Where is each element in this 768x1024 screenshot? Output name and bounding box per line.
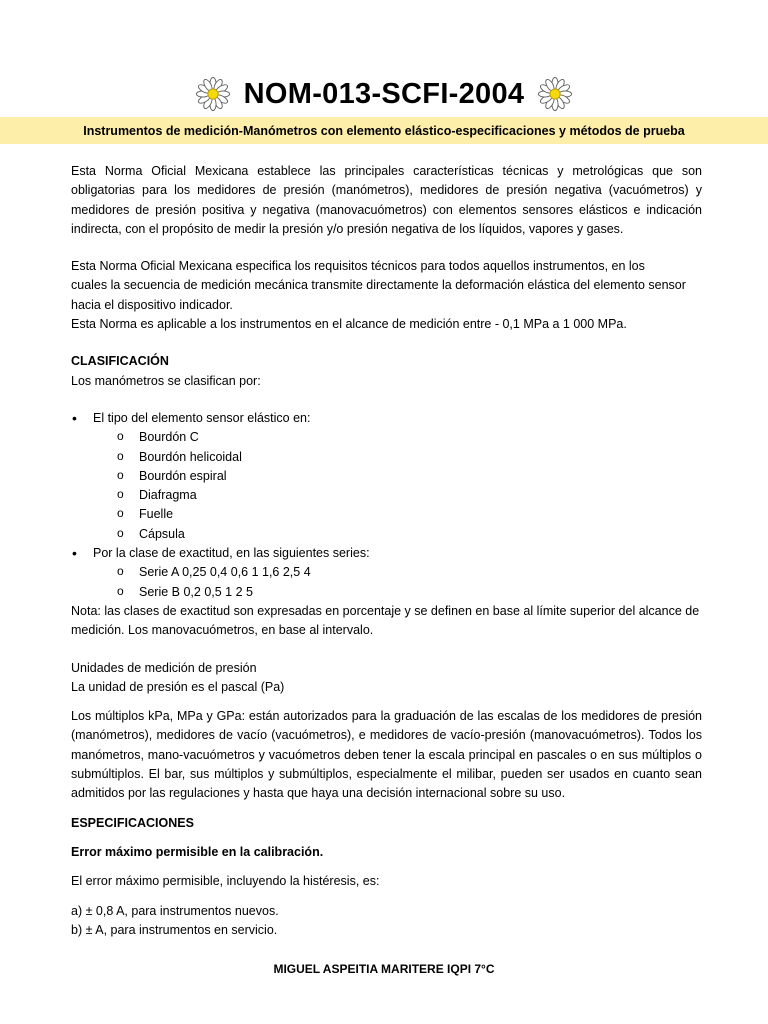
document-body <box>71 162 702 940</box>
intro-paragraph-3: Esta Norma es aplicable a los instrumentos en el alcance de medición entre - 0,1 MPa a 1 000 MPa. <box>71 317 627 332</box>
list-item: o Diafragma <box>93 486 702 505</box>
unidades-line: La unidad de presión es el pascal (Pa) <box>71 679 285 694</box>
especificaciones-item-b: b) ± A, para instrumentos en servicio. <box>71 922 278 937</box>
list-item <box>71 544 702 602</box>
accuracy-series-list <box>93 563 702 602</box>
intro-paragraph-2-line-1: Esta Norma Oficial Mexicana especifica los requisitos técnicos para todos aquellos instrumentos, en los <box>71 259 645 274</box>
sensor-types-list <box>93 428 702 544</box>
section-heading-unidades: Unidades de medición de presión <box>71 660 257 675</box>
subtitle-band <box>0 117 768 144</box>
daisy-icon <box>196 77 230 111</box>
footer-author: MIGUEL ASPEITIA MARITERE IQPI 7°C <box>273 962 495 976</box>
list-item: o Bourdón espiral <box>93 467 702 486</box>
intro-paragraph-2-line-2: cuales la secuencia de medición mecánica transmite directamente la deformación elástica del elemento sensor <box>71 278 686 293</box>
subtitle: Instrumentos de medición-Manómetros con elemento elástico-especificaciones y métodos de prueba <box>83 123 685 138</box>
list-item: o Serie A 0,25 0,4 0,6 1 1,6 2,5 4 <box>93 563 702 582</box>
unidades-paragraph: Los múltiplos kPa, MPa y GPa: están autorizados para la graduación de las escalas de los medidores de presión (manómetros), medidores de vacío (vacuómetros), e medidores de vacío-presión (manovacuómetros). Todos los manómetros, mano-vacuómetros y vacuómetros deben tener la escala principal en pascales o en sus múltiplos o submúltiplos. El bar, sus múltiplos y submúltiplos, especialmente el milibar, pueden ser usados en cuanto sean admitidos por las regulaciones y hasta que haya una decisión internacional sobre su uso. <box>71 709 702 801</box>
section-heading-clasificacion: CLASIFICACIÓN <box>71 354 169 369</box>
list-item: o Cápsula <box>93 525 702 544</box>
list-item <box>71 409 702 544</box>
intro-paragraph-2-line-3: hacia el dispositivo indicador. <box>71 297 233 312</box>
list-item: o Bourdón C <box>93 428 702 447</box>
especificaciones-lead: El error máximo permisible, incluyendo la histéresis, es: <box>71 874 380 889</box>
especificaciones-item-a: a) ± 0,8 A, para instrumentos nuevos. <box>71 903 279 918</box>
list-item: o Bourdón helicoidal <box>93 448 702 467</box>
bullet-text: Por la clase de exactitud, en las siguientes series: <box>93 546 370 561</box>
daisy-icon <box>538 77 572 111</box>
section-heading-especificaciones: ESPECIFICACIONES <box>71 815 194 830</box>
title-row <box>0 72 768 116</box>
bullet-text: El tipo del elemento sensor elástico en: <box>93 410 311 425</box>
intro-paragraph-1: Esta Norma Oficial Mexicana establece las principales características técnicas y metrológicas que son obligatorias para los medidores de presión (manómetros), medidores de presión negativa (vacuómetros) y medidores de presión positiva y negativa (manovacuómetros) con elementos sensores elásticos e indicación indirecta, con el propósito de medir la presión y/o presión negativa de los líquidos, vapores y gases. <box>71 164 702 236</box>
clasificacion-lead: Los manómetros se clasifican por: <box>71 373 261 388</box>
clasificacion-list <box>71 409 702 602</box>
page-title: NOM-013-SCFI-2004 <box>243 77 525 110</box>
list-item: o Serie B 0,2 0,5 1 2 5 <box>93 583 702 602</box>
especificaciones-subheading: Error máximo permisible en la calibración. <box>71 844 324 859</box>
list-item: o Fuelle <box>93 505 702 524</box>
clasificacion-note: Nota: las clases de exactitud son expresadas en porcentaje y se definen en base al límite superior del alcance de medición. Los manovacuómetros, en base al intervalo. <box>71 603 700 638</box>
